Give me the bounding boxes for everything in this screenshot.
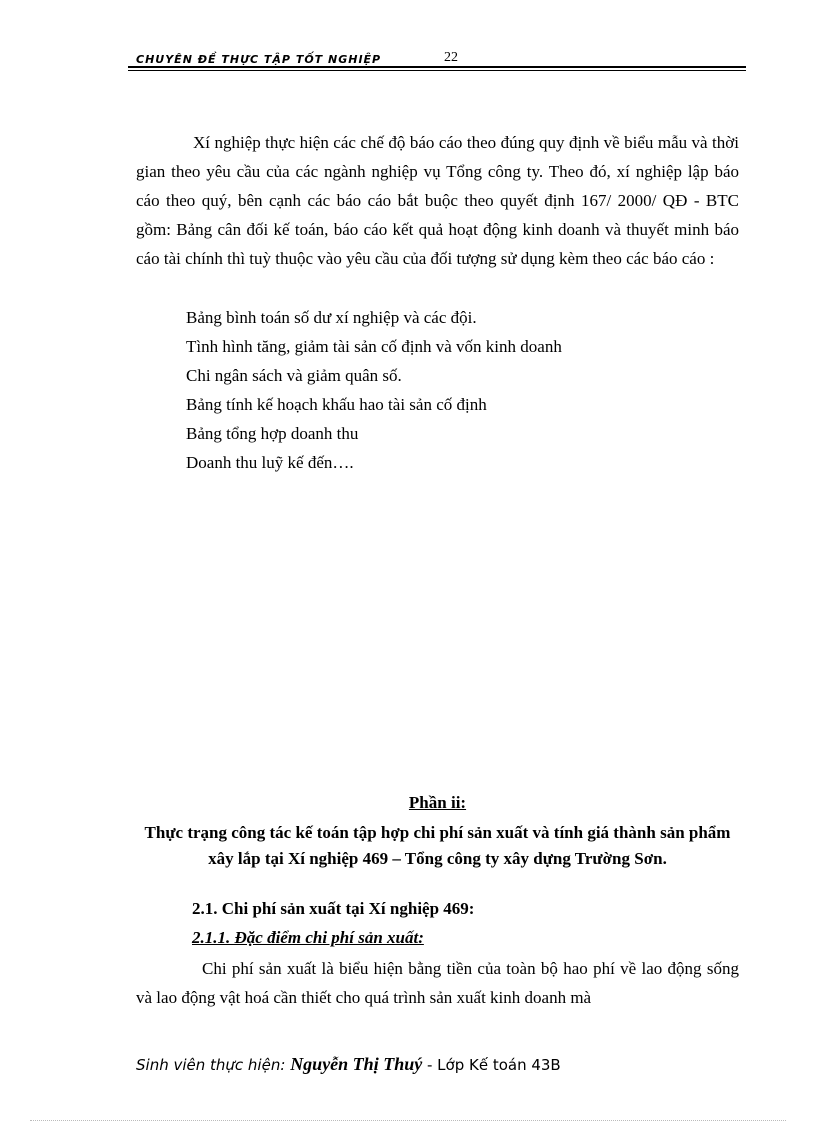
- list-item: Bảng tổng hợp doanh thu: [186, 424, 359, 443]
- page-number: 22: [444, 50, 458, 65]
- intro-paragraph: Xí nghiệp thực hiện các chế độ báo cáo theo đúng quy định về biểu mẫu và thời gian theo yêu cầu của các ngành nghiệp vụ Tổng công ty. Theo đó, xí nghiệp lập báo cáo theo quý, bên cạnh các báo cáo bắt buộc theo quyết định 167/ 2000/ QĐ - BTC gồm: Bảng cân đối kế toán, báo cáo kết quả hoạt động kinh doanh và thuyết minh báo cáo tài chính thì tuỳ thuộc vào yêu cầu của đối tượng sử dụng kèm theo các báo cáo :: [136, 133, 739, 268]
- list-item: Chi ngân sách và giảm quân số.: [186, 366, 402, 385]
- page-bottom-divider: [30, 1120, 786, 1121]
- header-title: CHUYÊN ĐỀ THỰC TẬP TỐT NGHIỆP: [136, 53, 382, 66]
- footer-prefix: Sinh viên thực hiện:: [136, 1056, 286, 1074]
- list-item: Bảng tính kế hoạch khấu hao tài sản cố định: [186, 395, 487, 414]
- report-list: [186, 303, 726, 477]
- cost-paragraph: Chi phí sản xuất là biểu hiện bằng tiền của toàn bộ hao phí về lao động sống và lao động vật hoá cần thiết cho quá trình sản xuất kinh doanh mà: [136, 959, 739, 1007]
- footer-class: - Lớp Kế toán 43B: [426, 1056, 561, 1074]
- header-divider-thin: [128, 70, 746, 71]
- page-footer: [136, 1054, 561, 1075]
- student-name: Nguyễn Thị Thuý: [290, 1054, 423, 1074]
- list-item: Bảng bình toán số dư xí nghiệp và các đội.: [186, 308, 477, 327]
- part-title: Phần ii:: [408, 793, 467, 812]
- subsection-heading: 2.1. Chi phí sản xuất tại Xí nghiệp 469:: [192, 899, 475, 918]
- section-heading: Thực trạng công tác kế toán tập hợp chi phí sản xuất và tính giá thành sản phẩm xây lắp tại Xí nghiệp 469 – Tổng công ty xây dựng Trường Sơn.: [144, 823, 731, 868]
- subsubsection-heading: 2.1.1. Đặc điểm chi phí sản xuất:: [192, 928, 424, 947]
- list-item: Tình hình tăng, giảm tài sản cố định và vốn kinh doanh: [186, 337, 562, 356]
- page-header: [128, 50, 746, 72]
- list-item: Doanh thu luỹ kế đến….: [186, 453, 354, 472]
- header-divider: [128, 66, 746, 68]
